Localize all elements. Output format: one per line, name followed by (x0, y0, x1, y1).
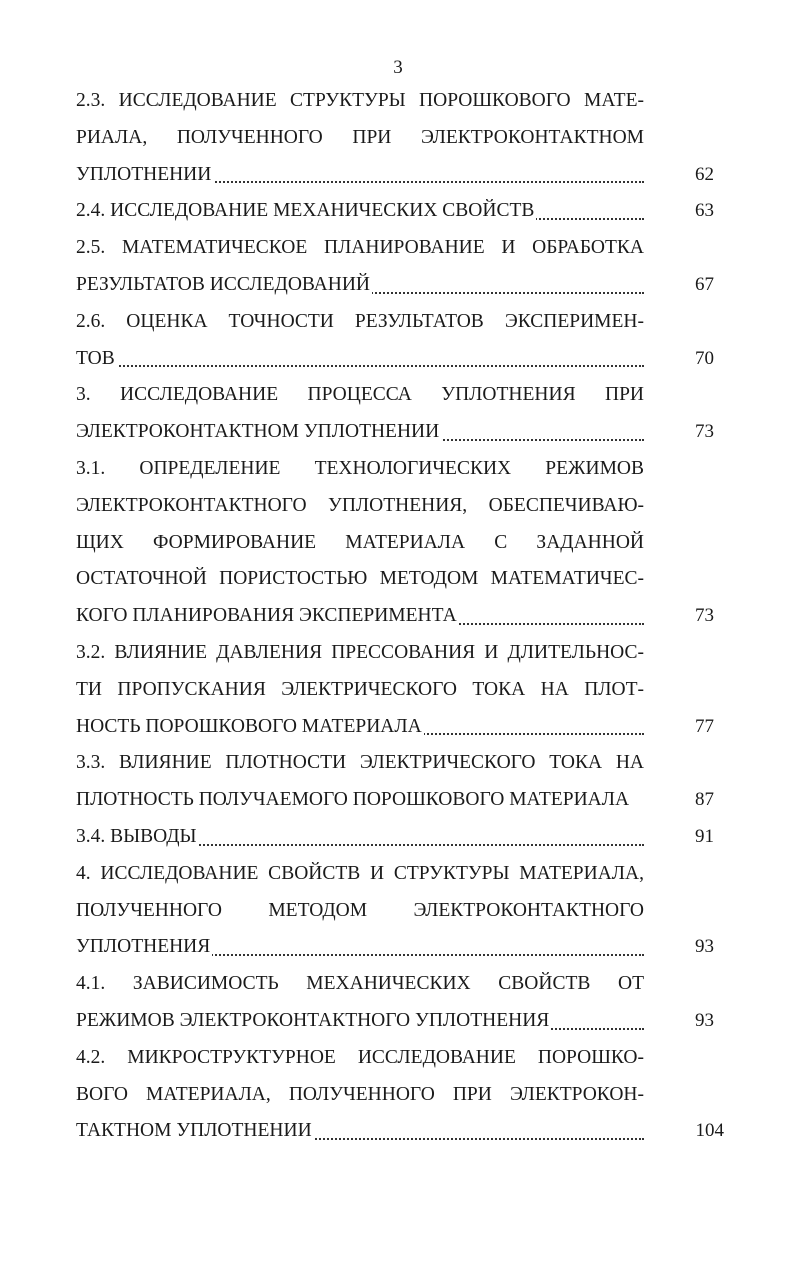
toc-entry-title: РЕЗУЛЬТАТОВ ИССЛЕДОВАНИЙ (76, 273, 371, 295)
toc-entry (0, 856, 796, 966)
toc-entry-line (76, 709, 644, 746)
toc-entry-line: ОСТАТОЧНОЙ ПОРИСТОСТЬЮ МЕТОДОМ МАТЕМАТИЧЕС- (76, 568, 644, 590)
toc-entry-title: РЕЖИМОВ ЭЛЕКТРОКОНТАКТНОГО УПЛОТНЕНИЯ (76, 1009, 550, 1031)
toc-entry-title: УПЛОТНЕНИЯ (76, 936, 211, 958)
toc-entry-line: ЭЛЕКТРОКОНТАКТНОГО УПЛОТНЕНИЯ, ОБЕСПЕЧИВАЮ- (76, 494, 644, 516)
toc-entry-title: ТАКТНОМ УПЛОТНЕНИИ (76, 1120, 312, 1142)
toc-entry-line (76, 782, 644, 819)
toc-entry-line (76, 157, 644, 194)
toc-entry (0, 193, 796, 230)
toc-entry-title: 2.4. ИССЛЕДОВАНИЕ МЕХАНИЧЕСКИХ СВОЙСТВ (76, 200, 535, 222)
toc-entry-title: ПЛОТНОСТЬ ПОЛУЧАЕМОГО ПОРОШКОВОГО МАТЕРИАЛА (76, 789, 630, 811)
toc-page-number: 93 (695, 936, 714, 958)
toc-page-number: 73 (695, 605, 714, 627)
toc-entry-line (76, 341, 644, 378)
toc-entry-line: 2.3. ИССЛЕДОВАНИЕ СТРУКТУРЫ ПОРОШКОВОГО МАТЕ- (76, 90, 644, 111)
toc-entry-line: 3.2. ВЛИЯНИЕ ДАВЛЕНИЯ ПРЕССОВАНИЯ И ДЛИТЕЛЬНОС- (76, 641, 644, 663)
toc-entry (0, 819, 796, 856)
toc-entry-line: ПОЛУЧЕННОГО МЕТОДОМ ЭЛЕКТРОКОНТАКТНОГО (76, 899, 644, 921)
toc-entry-line (76, 929, 644, 966)
toc-entry (0, 745, 796, 819)
toc-entry-line (76, 414, 644, 451)
toc-entry-title: ЭЛЕКТРОКОНТАКТНОМ УПЛОТНЕНИИ (76, 421, 440, 443)
toc-entry-line: ВОГО МАТЕРИАЛА, ПОЛУЧЕННОГО ПРИ ЭЛЕКТРОКОН- (76, 1083, 644, 1105)
toc-entry-line: ТИ ПРОПУСКАНИЯ ЭЛЕКТРИЧЕСКОГО ТОКА НА ПЛОТ- (76, 678, 644, 700)
toc-entry-title: ТОВ (76, 347, 115, 369)
toc-entry-line: 2.5. МАТЕМАТИЧЕСКОЕ ПЛАНИРОВАНИЕ И ОБРАБОТКА (76, 237, 644, 259)
toc-entry-title: 3.4. ВЫВОДЫ (76, 825, 197, 847)
toc-entry (0, 1040, 796, 1150)
page-number: 3 (393, 57, 403, 78)
toc-page-number: 62 (695, 163, 714, 185)
toc-entry-line: 3. ИССЛЕДОВАНИЕ ПРОЦЕССА УПЛОТНЕНИЯ ПРИ (76, 384, 644, 406)
toc-entry-line (76, 267, 644, 304)
toc-entry-line: 2.6. ОЦЕНКА ТОЧНОСТИ РЕЗУЛЬТАТОВ ЭКСПЕРИМЕН- (76, 310, 644, 332)
toc-entry-line (76, 1113, 644, 1150)
toc-entry-line: 3.1. ОПРЕДЕЛЕНИЕ ТЕХНОЛОГИЧЕСКИХ РЕЖИМОВ (76, 457, 644, 479)
toc-page-number: 73 (695, 421, 714, 443)
toc-page-number: 77 (695, 715, 714, 737)
toc-entry-line: 3.3. ВЛИЯНИЕ ПЛОТНОСТИ ЭЛЕКТРИЧЕСКОГО ТОКА НА (76, 752, 644, 774)
toc-page-number: 63 (695, 200, 714, 222)
toc-entry (0, 966, 796, 1040)
toc-entry-line: 4.1. ЗАВИСИМОСТЬ МЕХАНИЧЕСКИХ СВОЙСТВ ОТ (76, 973, 644, 995)
dot-leader (76, 365, 644, 367)
toc-entry-line: РИАЛА, ПОЛУЧЕННОГО ПРИ ЭЛЕКТРОКОНТАКТНОМ (76, 126, 644, 148)
toc-entry-title: УПЛОТНЕНИИ (76, 163, 212, 185)
toc-entry (0, 83, 796, 193)
toc-page-number: 67 (695, 273, 714, 295)
toc-entry-line (76, 193, 644, 230)
toc-page-number: 70 (695, 347, 714, 369)
toc-entry-line (76, 1003, 644, 1040)
toc-entry-line: 4.2. МИКРОСТРУКТУРНОЕ ИССЛЕДОВАНИЕ ПОРОШКО- (76, 1046, 644, 1068)
toc-page-number: 91 (695, 825, 714, 847)
toc-entry-title: КОГО ПЛАНИРОВАНИЯ ЭКСПЕРИМЕНТА (76, 605, 457, 627)
toc-page-number: 104 (695, 1120, 724, 1142)
toc-entry-line (76, 819, 644, 856)
toc-entry (0, 451, 796, 635)
toc-entry-line: 4. ИССЛЕДОВАНИЕ СВОЙСТВ И СТРУКТУРЫ МАТЕРИАЛА, (76, 862, 644, 884)
toc-entry (0, 230, 796, 304)
toc-entry (0, 377, 796, 451)
toc-entry (0, 304, 796, 378)
table-of-contents (0, 83, 796, 1150)
toc-entry-title: НОСТЬ ПОРОШКОВОГО МАТЕРИАЛА (76, 715, 422, 737)
toc-page-number: 87 (695, 789, 714, 811)
toc-entry-line: ЩИХ ФОРМИРОВАНИЕ МАТЕРИАЛА С ЗАДАННОЙ (76, 531, 644, 553)
toc-entry (0, 635, 796, 745)
toc-page-number: 93 (695, 1009, 714, 1031)
toc-entry-line (76, 598, 644, 635)
